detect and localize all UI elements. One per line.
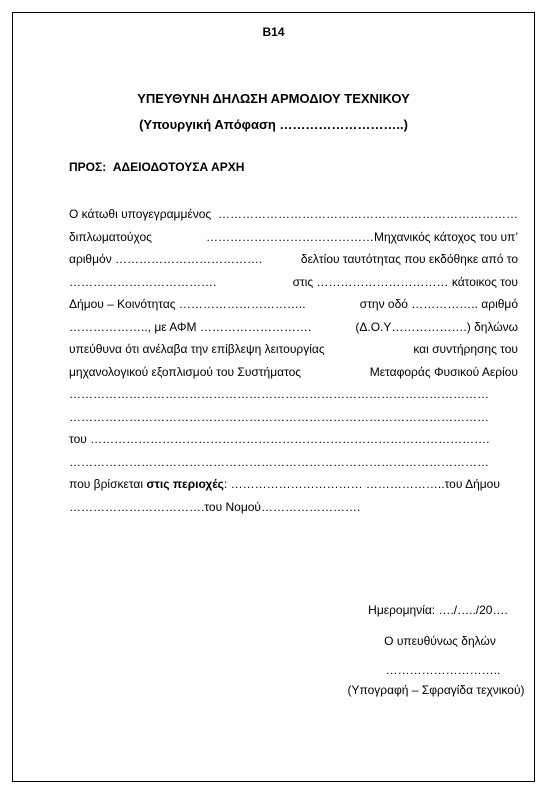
declarant-label: Ο υπευθύνως δηλών <box>384 634 496 648</box>
document-title: ΥΠΕΥΘΥΝΗ ΔΗΛΩΣΗ ΑΡΜΟΔΙΟΥ ΤΕΧΝΙΚΟΥ <box>137 91 410 106</box>
body-line: …………………………………………………………………………………………… <box>69 454 489 469</box>
body-line: Δήμου – Κοινότητας ………………………….. στην οδό …………….. αριθμό <box>69 297 518 311</box>
body-line: …………………………………………………………………………………………… <box>69 387 489 401</box>
body-line: ……………….., με ΑΦΜ ………………………. (Δ.Ο.Υ……………….) δηλώνω <box>69 319 518 334</box>
document-subtitle: (Υπουργική Απόφαση ………………………..) <box>139 117 408 132</box>
body-line: ………………………………. στις …………………………… κάτοικος του <box>69 274 518 289</box>
declaration-body <box>69 203 518 518</box>
body-line: υπεύθυνα ότι ανέλαβα την επίβλεψη λειτουργίας και συντήρησης του <box>69 342 518 356</box>
nomos-line: …………………………….του Νομού……………………. <box>69 499 361 514</box>
document-frame <box>12 12 535 782</box>
recipient <box>69 160 244 174</box>
region-line: που βρίσκεται στις περιοχές: …………………………… ………………..του Δήμου <box>69 477 500 491</box>
body-line: αριθμόν ………………………………. δελτίου ταυτότητας που εκδόθηκε από το <box>69 252 518 266</box>
body-line: Ο κάτωθι υπογεγραμμένος ………………………………………………………………… <box>69 207 518 221</box>
signature-line: ……………………….. <box>385 663 501 677</box>
recipient-value: ΑΔΕΙΟΔΟΤΟΥΣΑ ΑΡΧΗ <box>112 160 245 174</box>
form-code: B14 <box>262 25 285 39</box>
body-line: του ………………………………………………………………………………………. <box>69 432 490 446</box>
signature-caption: (Υπογραφή – Σφραγίδα τεχνικού) <box>347 683 525 697</box>
recipient-label: ΠΡΟΣ: <box>69 160 107 174</box>
date-field: Ημερομηνία: …./…../20…. <box>368 603 508 617</box>
body-line: διπλωματούχος ……………………………………Μηχανικός κάτοχος του υπ’ <box>69 229 518 244</box>
body-line: μηχανολογικού εξοπλισμού του Συστήματος Μεταφοράς Φυσικού Αερίου <box>69 364 518 379</box>
body-line: …………………………………………………………………………………………… <box>69 409 489 424</box>
